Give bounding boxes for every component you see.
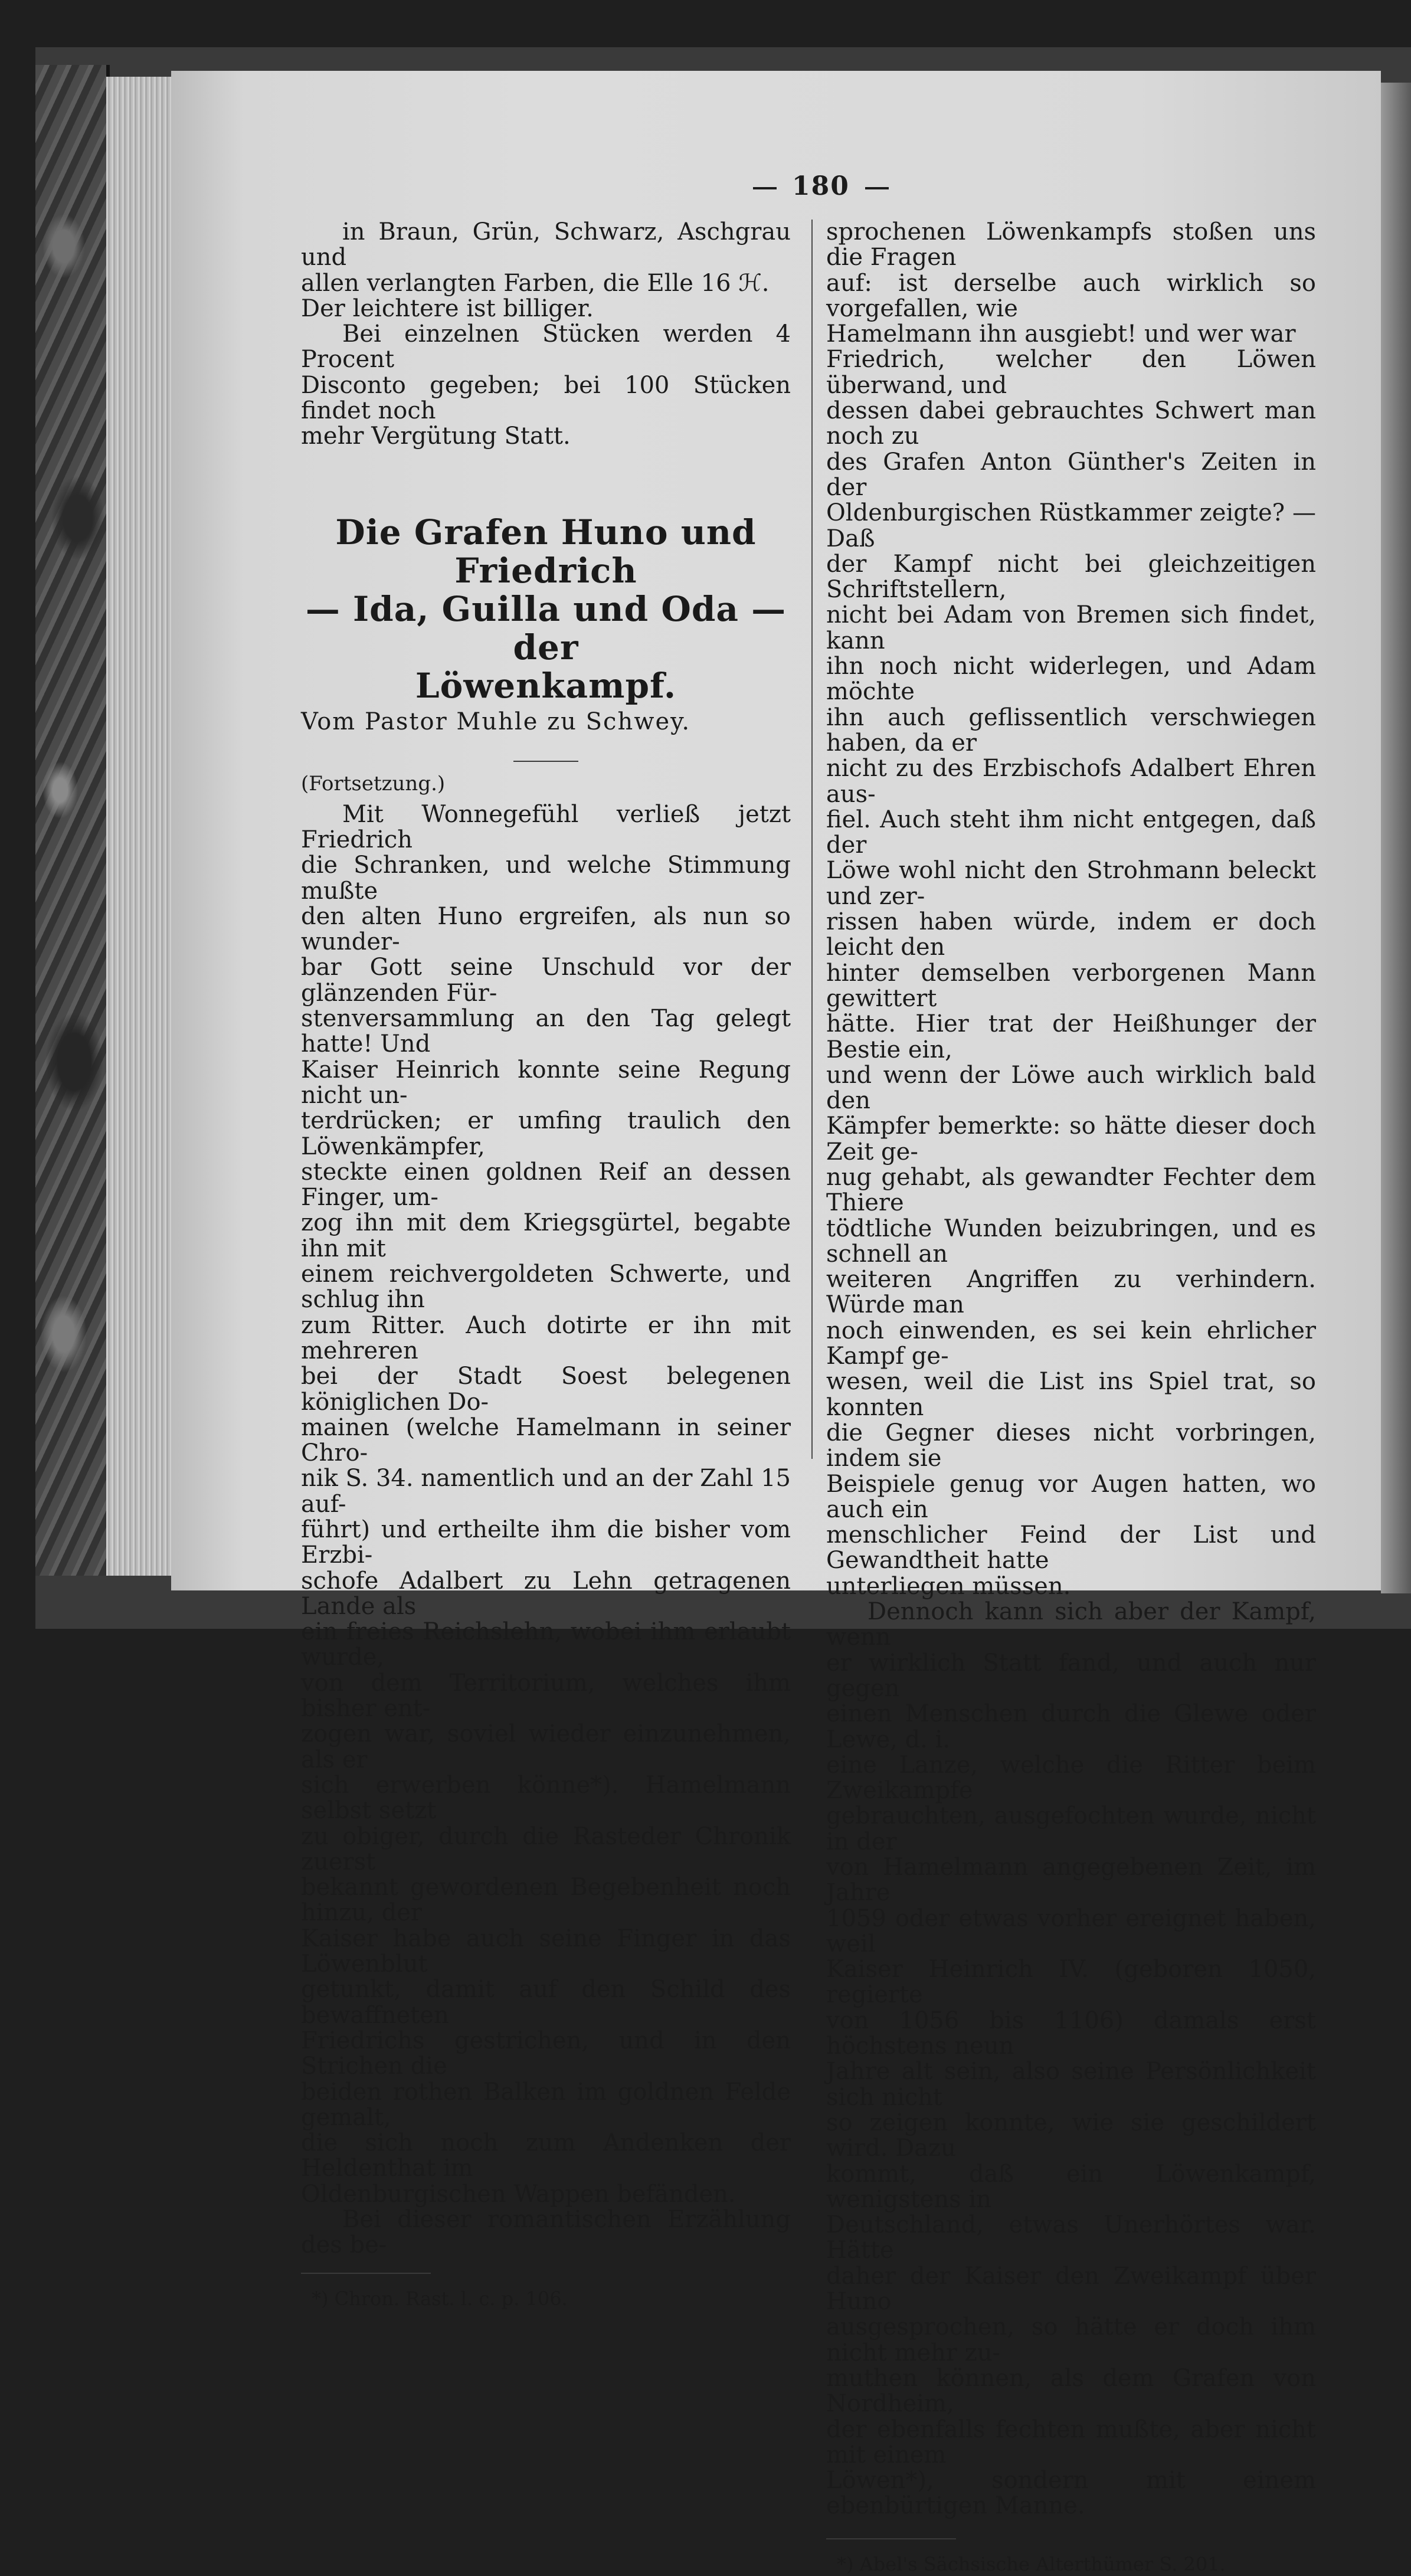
price-note — [301, 220, 791, 322]
text-line: einen Menschen durch die Glewe oder Lewe, d. i. — [826, 1700, 1316, 1753]
text-line: wesen, weil die List ins Spiel trat, so konnten — [826, 1368, 1316, 1421]
discount-paragraph — [301, 322, 791, 449]
text-line: Kämpfer bemerkte: so hätte dieser doch Zeit ge- — [826, 1112, 1316, 1166]
text-line: auf: ist derselbe auch wirklich so vorgefallen, wie — [826, 269, 1316, 322]
text-line: und wenn der Löwe auch wirklich bald den — [826, 1061, 1316, 1115]
text-line: Deutschland, etwas Unerhörtes war. Hätte — [826, 2211, 1316, 2264]
text-line: zog ihn mit dem Kriegsgürtel, begabte ihn mit — [301, 1209, 791, 1262]
footnote: *) Chron. Rast. l. c. p. 106. — [312, 2287, 568, 2310]
footnote-rule — [826, 2538, 956, 2539]
facing-page-edge — [1381, 83, 1411, 1593]
text-line: hätte. Hier trat der Heißhunger der Bestie ein, — [826, 1010, 1316, 1063]
title-line: Löwenkampf. — [415, 665, 677, 706]
text-line: Hamelmann ihn ausgiebt! und wer war — [826, 320, 1296, 348]
page-number-dash-right — [865, 187, 889, 189]
text-line: sich erwerben könne*). Hamelmann selbst setzt — [301, 1771, 791, 1825]
text-line: allen verlangten Farben, die Elle 16 ℋ. — [301, 269, 770, 297]
text-line: so zeigen konnte, wie sie geschildert wird. Dazu — [826, 2109, 1316, 2162]
article-title — [301, 513, 791, 705]
text-line: kommt, daß ein Löwenkampf, wenigstens in — [826, 2160, 1316, 2213]
marbled-cover-edge — [35, 65, 110, 1576]
text-line: Friedrichs gestrichen, und in den Strichen die — [301, 2027, 791, 2080]
text-line: führt) und ertheilte ihm die bisher vom Erzbi- — [301, 1516, 791, 1569]
text-line: der ebenfalls fechten mußte, aber nicht mit einem — [826, 2415, 1316, 2469]
text-line: Jahre alt sein, also seine Persönlichkeit sich nicht — [826, 2058, 1316, 2111]
text-line: ihn auch geflissentlich verschwiegen haben, da er — [826, 703, 1316, 757]
text-line: terdrücken; er umfing traulich den Löwenkämpfer, — [301, 1107, 791, 1160]
text-line: von Hamelmann angegebenen Zeit, im Jahre — [826, 1854, 1316, 1907]
text-line: unterliegen müssen. — [826, 1572, 1071, 1600]
text-line: ihn noch nicht widerlegen, und Adam möchte — [826, 653, 1316, 706]
text-line: bekannt gewordenen Begebenheit noch hinzu, der — [301, 1874, 791, 1927]
byline: Vom Pastor Muhle zu Schwey. — [301, 708, 691, 735]
text-line: 1059 oder etwas vorher ereignet haben, weil — [826, 1904, 1316, 1958]
text-line: sprochenen Löwenkampfs stoßen uns die Fragen — [826, 218, 1316, 271]
text-line: menschlicher Feind der List und Gewandtheit hatte — [826, 1521, 1316, 1575]
text-line: der Kampf nicht bei gleichzeitigen Schriftstellern, — [826, 550, 1316, 604]
text-line: Beispiele genug vor Augen hatten, wo auch ein — [826, 1470, 1316, 1523]
text-line: Disconto gegeben; bei 100 Stücken findet noch — [301, 371, 791, 425]
title-line: — Ida, Guilla und Oda — der — [305, 588, 787, 667]
page-number — [738, 171, 904, 201]
text-line: mainen (welche Hamelmann in seiner Chro- — [301, 1413, 791, 1467]
text-line: mehr Vergütung Statt. — [301, 423, 571, 450]
text-line: zum Ritter. Auch dotirte er ihn mit mehreren — [301, 1311, 791, 1364]
text-line: steckte einen goldnen Reif an dessen Finger, um- — [301, 1158, 791, 1212]
continuation-note: (Fortsetzung.) — [301, 771, 446, 796]
text-line: in Braun, Grün, Schwarz, Aschgrau und — [301, 218, 791, 271]
text-line: Oldenburgischen Rüstkammer zeigte? — Daß — [826, 499, 1316, 552]
text-line: beiden rothen Balken im goldnen Felde gemalt, — [301, 2078, 791, 2131]
text-line: dessen dabei gebrauchtes Schwert man noch zu — [826, 397, 1316, 450]
text-line: ein freies Reichslehn, wobei ihm erlaubt wurde, — [301, 1618, 791, 1671]
text-line: zogen war, soviel wieder einzunehmen, als er — [301, 1720, 791, 1773]
page-number-value: 180 — [792, 171, 850, 201]
text-line: zu obiger, durch die Rasteder Chronik zuerst — [301, 1822, 791, 1875]
text-line: bei der Stadt Soest belegenen königlichen Do- — [301, 1363, 791, 1416]
body-paragraph — [826, 220, 1316, 1599]
text-line: einem reichvergoldeten Schwerte, und schlug ihn — [301, 1261, 791, 1314]
text-line: die sich noch zum Andenken der Heldenthat im — [301, 2129, 791, 2182]
text-line: Kaiser Heinrich IV. (geboren 1050, regierte — [826, 1956, 1316, 2009]
text-line: von 1056 bis 1106) damals erst höchstens neun — [826, 2007, 1316, 2060]
text-line: nug gehabt, als gewandter Fechter dem Thiere — [826, 1163, 1316, 1217]
text-line: Bei dieser romantischen Erzählung des be- — [301, 2206, 791, 2259]
title-rule — [513, 761, 578, 762]
text-line: den alten Huno ergreifen, als nun so wunder- — [301, 902, 791, 956]
page-number-dash-left — [753, 187, 777, 189]
text-line: nik S. 34. namentlich und an der Zahl 15 auf- — [301, 1465, 791, 1518]
body-paragraph — [826, 1599, 1316, 2519]
text-line: die Gegner dieses nicht vorbringen, indem sie — [826, 1419, 1316, 1472]
text-line: nicht zu des Erzbischofs Adalbert Ehren aus- — [826, 755, 1316, 808]
text-line: Kaiser Heinrich konnte seine Regung nicht un- — [301, 1056, 791, 1109]
text-line: Mit Wonnegefühl verließ jetzt Friedrich — [301, 800, 791, 853]
text-line: weiteren Angriffen zu verhindern. Würde man — [826, 1266, 1316, 1319]
text-line: Löwen*), sondern mit einem ebenbürtigen Manne. — [826, 2467, 1316, 2520]
text-line: Oldenburgischen Wappen befänden. — [301, 2180, 736, 2208]
text-line: gebrauchten, ausgefochten wurde, nicht in der — [826, 1802, 1316, 1855]
text-line: Dennoch kann sich aber der Kampf, wenn — [826, 1598, 1316, 1651]
footnote-rule — [301, 2273, 431, 2274]
text-line: Bei einzelnen Stücken werden 4 Procent — [301, 320, 791, 374]
text-line: schofe Adalbert zu Lehn getragenen Lande als — [301, 1567, 791, 1620]
text-line: hinter demselben verborgenen Mann gewittert — [826, 959, 1316, 1012]
left-column — [301, 220, 791, 2310]
text-line: getunkt, damit auf den Schild des bewaffneten — [301, 1976, 791, 2029]
text-line: stenversammlung an den Tag gelegt hatte! Und — [301, 1005, 791, 1058]
text-line: von dem Territorium, welches ihm bisher ent- — [301, 1669, 791, 1723]
text-line: eine Lanze, welche die Ritter beim Zweikampfe — [826, 1751, 1316, 1805]
column-divider — [811, 220, 813, 1459]
body-paragraph — [301, 802, 791, 2207]
text-line: Kaiser habe auch seine Finger in das Löwenblut — [301, 1924, 791, 1978]
right-column — [826, 220, 1316, 2576]
text-line: daher der Kaiser den Zweikampf über Huno — [826, 2262, 1316, 2316]
text-line: nicht bei Adam von Bremen sich findet, kann — [826, 601, 1316, 654]
text-line: tödtliche Wunden beizubringen, und es schnell an — [826, 1215, 1316, 1268]
text-line: Der leichtere ist billiger. — [301, 294, 594, 322]
text-line: Friedrich, welcher den Löwen überwand, und — [826, 346, 1316, 399]
footnote: *) Abel's Sächsische Alterthümer S. 201. — [837, 2552, 1226, 2575]
title-line: Die Grafen Huno und Friedrich — [335, 512, 757, 591]
text-line: rissen haben würde, indem er doch leicht den — [826, 908, 1316, 961]
text-line: bar Gott seine Unschuld vor der glänzenden Für- — [301, 954, 791, 1007]
text-line: fiel. Auch steht ihm nicht entgegen, daß der — [826, 806, 1316, 859]
text-line: er wirklich Statt fand, und auch nur gegen — [826, 1649, 1316, 1702]
text-line: noch einwenden, es sei kein ehrlicher Kampf ge- — [826, 1317, 1316, 1370]
text-line: ausgesprochen, so hätte er doch ihm nicht mehr zu- — [826, 2313, 1316, 2366]
text-line: muthen können, als dem Grafen von Nordheim, — [826, 2364, 1316, 2418]
page-stack-edge — [106, 77, 171, 1576]
text-line: des Grafen Anton Günther's Zeiten in der — [826, 448, 1316, 501]
body-paragraph — [301, 2207, 791, 2258]
text-line: die Schranken, und welche Stimmung mußte — [301, 852, 791, 905]
text-line: Löwe wohl nicht den Strohmann beleckt und zer- — [826, 857, 1316, 910]
